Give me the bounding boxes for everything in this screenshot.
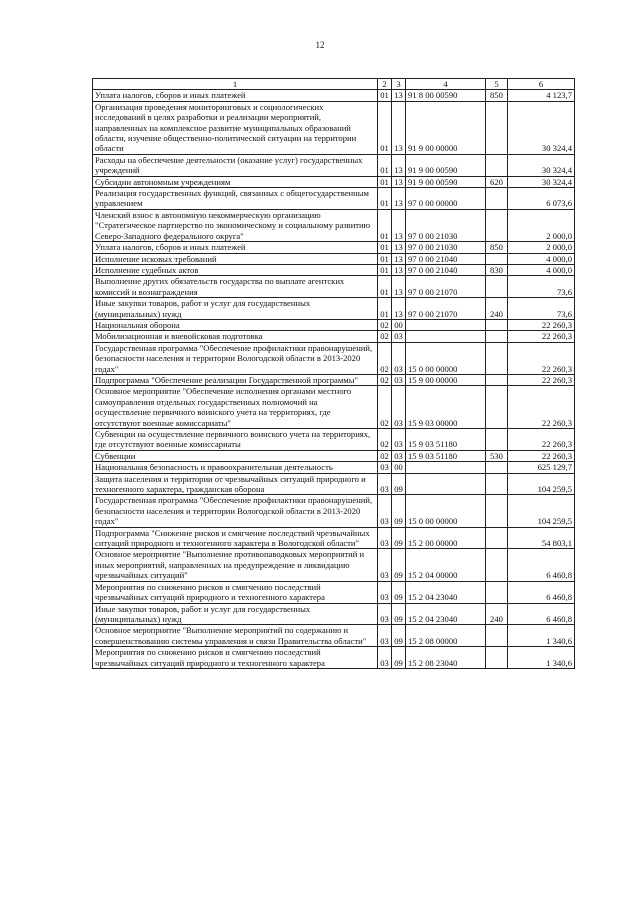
row-section-cell: 01 <box>378 276 392 298</box>
row-section-cell: 03 <box>378 473 392 495</box>
row-expense-type-cell <box>486 581 508 603</box>
row-target-article-cell: 97 0 00 00000 <box>406 188 486 210</box>
row-subsection-cell: 09 <box>392 603 406 625</box>
row-subsection-cell: 13 <box>392 264 406 275</box>
row-amount-cell: 104 259,5 <box>508 473 575 495</box>
row-subsection-cell: 03 <box>392 342 406 374</box>
row-subsection-cell: 09 <box>392 527 406 549</box>
row-section-cell: 01 <box>378 188 392 210</box>
row-name-cell: Иные закупки товаров, работ и услуг для государственных (муниципальных) нужд <box>93 298 378 320</box>
row-name-cell: Субвенции <box>93 450 378 461</box>
table-row <box>93 90 575 101</box>
table-row <box>93 276 575 298</box>
row-target-article-cell: 15 0 00 00000 <box>406 495 486 527</box>
row-expense-type-cell <box>486 473 508 495</box>
row-expense-type-cell <box>486 429 508 451</box>
row-expense-type-cell: 830 <box>486 264 508 275</box>
row-expense-type-cell <box>486 342 508 374</box>
row-amount-cell: 4 123,7 <box>508 90 575 101</box>
table-row <box>93 188 575 210</box>
row-target-article-cell: 15 9 00 00000 <box>406 374 486 385</box>
row-subsection-cell: 03 <box>392 374 406 385</box>
row-subsection-cell: 09 <box>392 647 406 669</box>
table-row <box>93 429 575 451</box>
header-cell-amount: 6 <box>508 79 575 90</box>
table-row <box>93 374 575 385</box>
row-section-cell: 03 <box>378 549 392 581</box>
row-expense-type-cell <box>486 101 508 154</box>
row-amount-cell: 1 340,6 <box>508 625 575 647</box>
row-amount-cell: 30 324,4 <box>508 101 575 154</box>
table-row <box>93 253 575 264</box>
row-expense-type-cell <box>486 319 508 330</box>
table-row <box>93 581 575 603</box>
table-row <box>93 450 575 461</box>
row-subsection-cell: 09 <box>392 625 406 647</box>
row-section-cell: 01 <box>378 264 392 275</box>
row-expense-type-cell <box>486 549 508 581</box>
row-section-cell: 02 <box>378 374 392 385</box>
row-expense-type-cell: 530 <box>486 450 508 461</box>
row-amount-cell: 4 000,0 <box>508 264 575 275</box>
table-row <box>93 603 575 625</box>
table-row <box>93 625 575 647</box>
table-row <box>93 154 575 176</box>
row-name-cell: Подпрограмма "Снижение рисков и смягчение последствий чрезвычайных ситуаций природного и техногенного характера в Вологодской области" <box>93 527 378 549</box>
row-target-article-cell: 97 0 00 21040 <box>406 253 486 264</box>
row-amount-cell: 22 260,3 <box>508 331 575 342</box>
row-subsection-cell: 13 <box>392 242 406 253</box>
row-target-article-cell: 15 2 04 23040 <box>406 603 486 625</box>
row-section-cell: 02 <box>378 331 392 342</box>
table-row <box>93 209 575 241</box>
row-target-article-cell <box>406 462 486 473</box>
row-expense-type-cell: 850 <box>486 242 508 253</box>
row-amount-cell: 2 000,0 <box>508 242 575 253</box>
row-amount-cell: 73,6 <box>508 298 575 320</box>
table-row <box>93 549 575 581</box>
row-section-cell: 02 <box>378 342 392 374</box>
row-amount-cell: 104 259,5 <box>508 495 575 527</box>
table-row <box>93 101 575 154</box>
row-section-cell: 03 <box>378 625 392 647</box>
table-header-row <box>93 79 575 90</box>
table-row <box>93 342 575 374</box>
row-amount-cell: 22 260,3 <box>508 450 575 461</box>
row-subsection-cell: 03 <box>392 331 406 342</box>
header-cell-target-article: 4 <box>406 79 486 90</box>
row-expense-type-cell <box>486 209 508 241</box>
row-target-article-cell: 91 9 00 00590 <box>406 176 486 187</box>
row-target-article-cell: 97 0 00 21030 <box>406 209 486 241</box>
row-subsection-cell: 03 <box>392 386 406 429</box>
row-subsection-cell: 09 <box>392 549 406 581</box>
table-row <box>93 242 575 253</box>
row-expense-type-cell: 850 <box>486 90 508 101</box>
row-amount-cell: 54 803,1 <box>508 527 575 549</box>
row-name-cell: Государственная программа "Обеспечение профилактики правонарушений, безопасности населения и территории Вологодской области в 2013-2020 годах" <box>93 495 378 527</box>
table-row <box>93 462 575 473</box>
table-row <box>93 647 575 669</box>
row-amount-cell: 22 260,3 <box>508 319 575 330</box>
row-section-cell: 02 <box>378 319 392 330</box>
row-amount-cell: 6 460,8 <box>508 603 575 625</box>
row-name-cell: Основное мероприятие "Обеспечение исполнения органами местного самоуправления отдельных государственных полномочий на осуществление первичного воинского учета на территориях, где отсутствуют военные комиссариаты" <box>93 386 378 429</box>
row-amount-cell: 1 340,6 <box>508 647 575 669</box>
row-subsection-cell: 13 <box>392 298 406 320</box>
row-name-cell: Основное мероприятие "Выполнение мероприятий по содержанию и совершенствованию системы управления и связи Правительства области" <box>93 625 378 647</box>
row-name-cell: Членский взнос в автономную некоммерческую организацию "Стратегическое партнерство по экономическому и социальному развитию Северо-Западного федерального округа" <box>93 209 378 241</box>
table-row <box>93 331 575 342</box>
row-name-cell: Подпрограмма "Обеспечение реализации Государственной программы" <box>93 374 378 385</box>
row-section-cell: 03 <box>378 647 392 669</box>
row-subsection-cell: 13 <box>392 90 406 101</box>
row-subsection-cell: 13 <box>392 209 406 241</box>
row-section-cell: 01 <box>378 253 392 264</box>
row-name-cell: Защита населения и территории от чрезвычайных ситуаций природного и техногенного характера, гражданская оборона <box>93 473 378 495</box>
row-section-cell: 01 <box>378 176 392 187</box>
row-amount-cell: 22 260,3 <box>508 374 575 385</box>
row-expense-type-cell: 620 <box>486 176 508 187</box>
row-name-cell: Уплата налогов, сборов и иных платежей <box>93 90 378 101</box>
row-target-article-cell: 15 2 00 00000 <box>406 527 486 549</box>
row-subsection-cell: 03 <box>392 429 406 451</box>
row-amount-cell: 22 260,3 <box>508 386 575 429</box>
row-amount-cell: 6 073,6 <box>508 188 575 210</box>
row-section-cell: 03 <box>378 462 392 473</box>
row-target-article-cell <box>406 319 486 330</box>
row-expense-type-cell <box>486 462 508 473</box>
row-amount-cell: 73,6 <box>508 276 575 298</box>
header-cell-expense-type: 5 <box>486 79 508 90</box>
row-section-cell: 01 <box>378 209 392 241</box>
row-subsection-cell: 00 <box>392 319 406 330</box>
row-section-cell: 01 <box>378 242 392 253</box>
table-row <box>93 386 575 429</box>
row-name-cell: Уплата налогов, сборов и иных платежей <box>93 242 378 253</box>
row-section-cell: 03 <box>378 581 392 603</box>
row-amount-cell: 4 000,0 <box>508 253 575 264</box>
row-expense-type-cell <box>486 527 508 549</box>
row-name-cell: Субсидии автономным учреждениям <box>93 176 378 187</box>
row-expense-type-cell <box>486 154 508 176</box>
row-name-cell: Исполнение исковых требований <box>93 253 378 264</box>
row-section-cell: 03 <box>378 495 392 527</box>
row-subsection-cell: 09 <box>392 581 406 603</box>
row-name-cell: Иные закупки товаров, работ и услуг для государственных (муниципальных) нужд <box>93 603 378 625</box>
row-target-article-cell: 15 2 08 23040 <box>406 647 486 669</box>
row-expense-type-cell <box>486 331 508 342</box>
row-expense-type-cell <box>486 647 508 669</box>
table-row <box>93 527 575 549</box>
row-target-article-cell: 91 9 00 00590 <box>406 154 486 176</box>
budget-table <box>92 78 575 669</box>
row-subsection-cell: 09 <box>392 495 406 527</box>
row-name-cell: Государственная программа "Обеспечение профилактики правонарушений, безопасности населения и территории Вологодской области в 2013-2020 годах" <box>93 342 378 374</box>
header-cell-subsection: 3 <box>392 79 406 90</box>
row-section-cell: 01 <box>378 298 392 320</box>
row-target-article-cell <box>406 473 486 495</box>
row-amount-cell: 2 000,0 <box>508 209 575 241</box>
row-target-article-cell: 15 2 08 00000 <box>406 625 486 647</box>
row-name-cell: Организация проведения мониторинговых и социологических исследований в целях разработки и реализации мероприятий, направленных на комплексное развитие муниципальных образований области, изучение общественно-политической ситуации на территории области <box>93 101 378 154</box>
row-section-cell: 02 <box>378 386 392 429</box>
row-subsection-cell: 13 <box>392 154 406 176</box>
row-expense-type-cell <box>486 253 508 264</box>
row-target-article-cell: 15 9 03 51180 <box>406 450 486 461</box>
row-name-cell: Выполнение других обязательств государства по выплате агентских комиссий и вознаграждения <box>93 276 378 298</box>
row-name-cell: Субвенции на осуществление первичного воинского учета на территориях, где отсутствуют военные комиссариаты <box>93 429 378 451</box>
row-amount-cell: 22 260,3 <box>508 342 575 374</box>
table-row <box>93 176 575 187</box>
row-target-article-cell: 15 0 00 00000 <box>406 342 486 374</box>
row-amount-cell: 22 260,3 <box>508 429 575 451</box>
row-expense-type-cell <box>486 188 508 210</box>
row-subsection-cell: 09 <box>392 473 406 495</box>
table-row <box>93 298 575 320</box>
row-target-article-cell <box>406 331 486 342</box>
row-expense-type-cell: 240 <box>486 603 508 625</box>
row-section-cell: 03 <box>378 603 392 625</box>
row-subsection-cell: 13 <box>392 276 406 298</box>
row-subsection-cell: 13 <box>392 176 406 187</box>
table-row <box>93 473 575 495</box>
row-section-cell: 02 <box>378 429 392 451</box>
row-name-cell: Основное мероприятие "Выполнение противопаводковых мероприятий и иных мероприятий, направленных на предупреждение и ликвидацию чрезвычайных ситуаций" <box>93 549 378 581</box>
row-subsection-cell: 00 <box>392 462 406 473</box>
row-target-article-cell: 91 9 00 00000 <box>406 101 486 154</box>
row-expense-type-cell <box>486 386 508 429</box>
row-name-cell: Расходы на обеспечение деятельности (оказание услуг) государственных учреждений <box>93 154 378 176</box>
row-section-cell: 02 <box>378 450 392 461</box>
table-row <box>93 495 575 527</box>
row-name-cell: Национальная безопасность и правоохранительная деятельность <box>93 462 378 473</box>
table-body <box>93 90 575 669</box>
row-target-article-cell: 15 9 03 51180 <box>406 429 486 451</box>
row-section-cell: 03 <box>378 527 392 549</box>
row-amount-cell: 30 324,4 <box>508 154 575 176</box>
row-target-article-cell: 97 0 00 21040 <box>406 264 486 275</box>
row-name-cell: Реализация государственных функций, связанных с общегосударственным управлением <box>93 188 378 210</box>
row-name-cell: Мероприятия по снижению рисков и смягчению последствий чрезвычайных ситуаций природного и техногенного характера <box>93 647 378 669</box>
row-expense-type-cell: 240 <box>486 298 508 320</box>
row-section-cell: 01 <box>378 90 392 101</box>
table-row <box>93 319 575 330</box>
row-target-article-cell: 15 2 04 00000 <box>406 549 486 581</box>
row-target-article-cell: 15 9 03 00000 <box>406 386 486 429</box>
row-amount-cell: 30 324,4 <box>508 176 575 187</box>
row-name-cell: Национальная оборона <box>93 319 378 330</box>
row-expense-type-cell <box>486 276 508 298</box>
row-name-cell: Исполнение судебных актов <box>93 264 378 275</box>
row-target-article-cell: 97 0 00 21070 <box>406 276 486 298</box>
row-subsection-cell: 03 <box>392 450 406 461</box>
row-section-cell: 01 <box>378 101 392 154</box>
page-number: 12 <box>315 40 325 50</box>
header-cell-section: 2 <box>378 79 392 90</box>
row-subsection-cell: 13 <box>392 101 406 154</box>
row-expense-type-cell <box>486 625 508 647</box>
row-target-article-cell: 15 2 04 23040 <box>406 581 486 603</box>
row-amount-cell: 6 460,8 <box>508 549 575 581</box>
table-row <box>93 264 575 275</box>
row-subsection-cell: 13 <box>392 188 406 210</box>
row-target-article-cell: 97 0 00 21070 <box>406 298 486 320</box>
row-amount-cell: 625 129,7 <box>508 462 575 473</box>
row-amount-cell: 6 460,8 <box>508 581 575 603</box>
row-expense-type-cell <box>486 374 508 385</box>
row-name-cell: Мобилизационная и вневойсковая подготовка <box>93 331 378 342</box>
header-cell-name: 1 <box>93 79 378 90</box>
row-target-article-cell: 97 0 00 21030 <box>406 242 486 253</box>
row-expense-type-cell <box>486 495 508 527</box>
row-target-article-cell: 91 8 00 00590 <box>406 90 486 101</box>
row-name-cell: Мероприятия по снижению рисков и смягчению последствий чрезвычайных ситуаций природного и техногенного характера <box>93 581 378 603</box>
row-subsection-cell: 13 <box>392 253 406 264</box>
row-section-cell: 01 <box>378 154 392 176</box>
